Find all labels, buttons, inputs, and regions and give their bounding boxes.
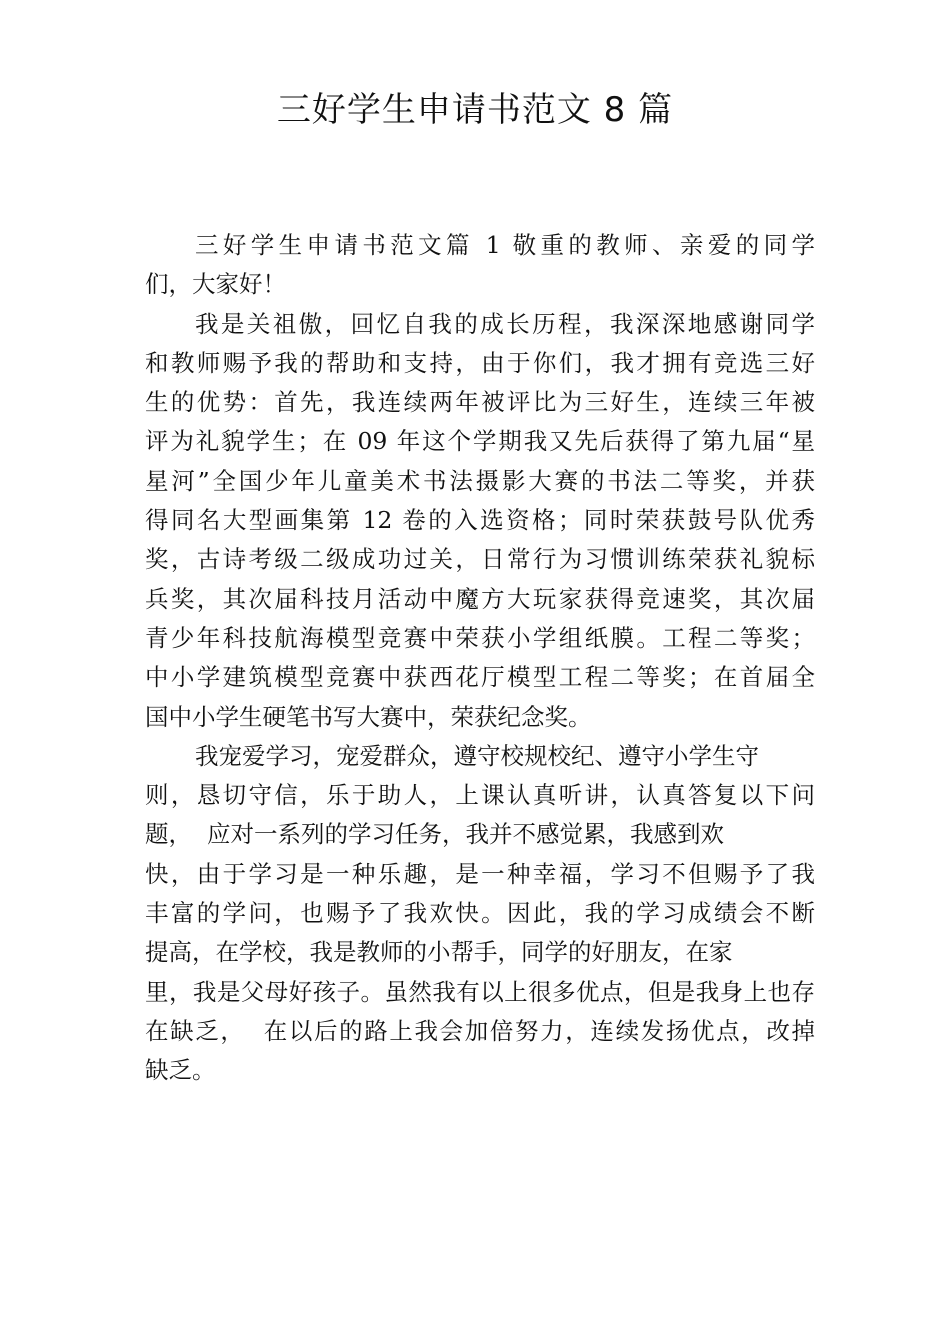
text-line: 则，恳切守信，乐于助人，上课认真听讲，认真答复以下问 bbox=[145, 781, 815, 810]
text-line: 中小学建筑模型竞赛中获西花厅模型工程二等奖；在首届全 bbox=[145, 663, 815, 692]
text-line: 星河”全国少年儿童美术书法摄影大赛的书法二等奖，并获 bbox=[145, 466, 815, 495]
text-line: 得同名大型画集第 12 卷的入选资格；同时荣获鼓号队优秀 bbox=[145, 506, 815, 535]
text-line: 们，大家好！ bbox=[145, 270, 286, 299]
text-line: 三好学生申请书范文篇 1 敬重的教师、亲爱的同学 bbox=[195, 231, 815, 259]
text-line: 我宠爱学习，宠爱群众，遵守校规校纪、遵守小学生守 bbox=[195, 741, 759, 770]
text-line: 缺乏。 bbox=[145, 1056, 216, 1085]
text-line: 丰富的学问，也赐予了我欢快。因此，我的学习成绩会不断 bbox=[145, 899, 815, 928]
text-line: 我是关祖傲，回忆自我的成长历程，我深深地感谢同学 bbox=[195, 309, 815, 338]
page-title: 三好学生申请书范文 8 篇 bbox=[276, 90, 674, 130]
text-line: 快，由于学习是一种乐趣，是一种幸福，学习不但赐予了我 bbox=[145, 859, 815, 888]
text-line: 生的优势：首先，我连续两年被评比为三好生，连续三年被 bbox=[145, 388, 815, 417]
text-line: 题， 应对一系列的学习任务，我并不感觉累，我感到欢 bbox=[145, 820, 724, 849]
text-line: 评为礼貌学生；在 09 年这个学期我又先后获得了第九届“星 bbox=[145, 427, 815, 456]
text-line: 奖，古诗考级二级成功过关，日常行为习惯训练荣获礼貌标 bbox=[145, 545, 815, 574]
document-body bbox=[145, 226, 815, 1091]
text-line: 提高，在学校，我是教师的小帮手，同学的好朋友，在家 bbox=[145, 938, 733, 967]
text-line: 兵奖，其次届科技月活动中魔方大玩家获得竞速奖，其次届 bbox=[145, 584, 815, 613]
text-line: 在缺乏， 在以后的路上我会加倍努力，连续发扬优点，改掉 bbox=[145, 1016, 815, 1045]
text-line: 青少年科技航海模型竞赛中荣获小学组纸膜。工程二等奖； bbox=[145, 623, 815, 652]
text-line: 国中小学生硬笔书写大赛中，荣获纪念奖。 bbox=[145, 702, 592, 731]
text-line: 和教师赐予我的帮助和支持，由于你们，我才拥有竞选三好 bbox=[145, 348, 815, 377]
text-line: 里，我是父母好孩子。虽然我有以上很多优点，但是我身上也存 bbox=[145, 977, 815, 1006]
